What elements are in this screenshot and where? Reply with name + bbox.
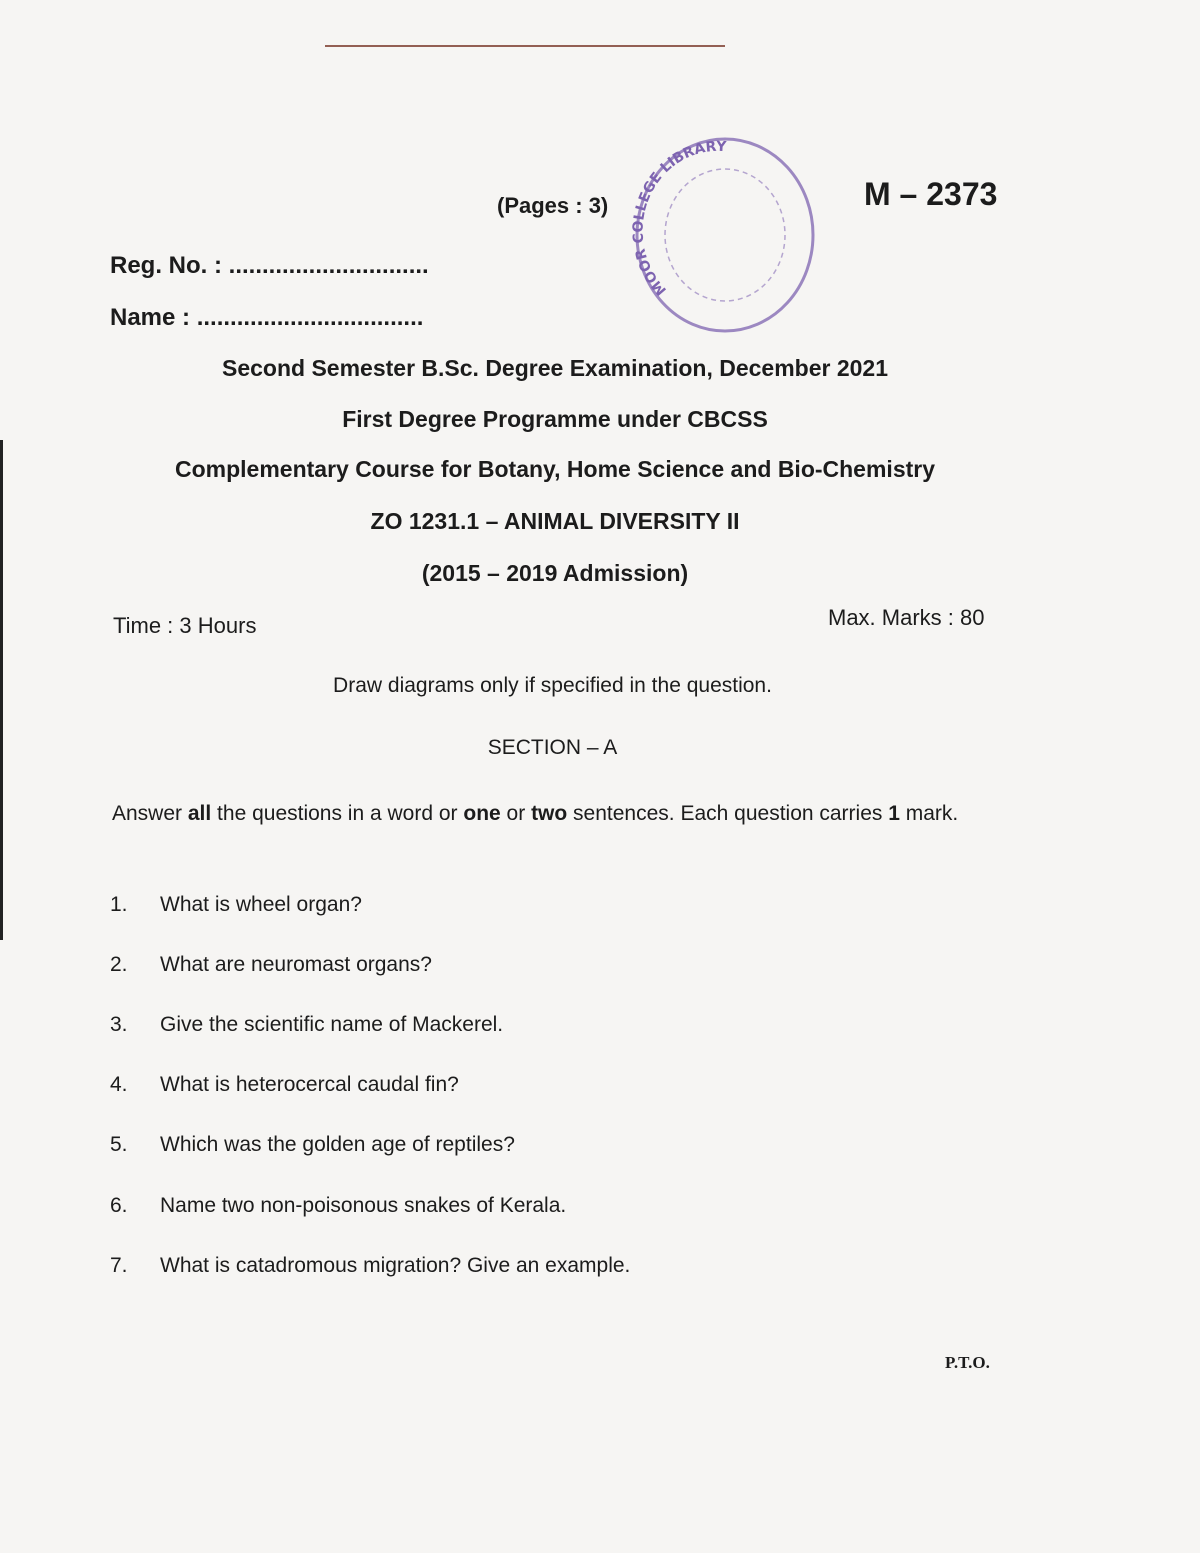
exam-title: Second Semester B.Sc. Degree Examination, December 2021 [221, 355, 889, 381]
question-text: What is wheel organ? [160, 893, 362, 916]
top-rule [325, 45, 725, 47]
question-text: What are neuromast organs? [160, 953, 432, 976]
question-text: Which was the golden age of reptiles? [160, 1133, 515, 1156]
page-count: (Pages : 3) [497, 193, 609, 218]
section-title: SECTION – A [487, 736, 618, 759]
section-directive: Answer all the questions in a word or one or two sentences. Each question carries 1 mark. [112, 802, 959, 825]
question-text: Name two non-poisonous snakes of Kerala. [160, 1194, 567, 1217]
question-item [110, 953, 432, 977]
question-item [110, 1073, 459, 1097]
pto-marker: P.T.O. [945, 1353, 990, 1372]
question-number: 2. [110, 953, 128, 976]
name-field: Name : .................................. [110, 304, 424, 331]
question-number: 7. [110, 1254, 128, 1277]
question-number: 1. [110, 893, 128, 916]
question-number: 6. [110, 1194, 128, 1217]
question-number: 5. [110, 1133, 128, 1156]
time-allowed: Time : 3 Hours [113, 613, 257, 638]
question-item [110, 1254, 630, 1278]
question-item [110, 1133, 515, 1157]
paper-title: ZO 1231.1 – ANIMAL DIVERSITY II [370, 508, 740, 534]
admission-title: (2015 – 2019 Admission) [421, 560, 689, 586]
stamp-text: MOOR COLLEGE LIBRARY [630, 138, 727, 299]
library-stamp [625, 130, 825, 345]
diagram-instruction: Draw diagrams only if specified in the question. [333, 674, 772, 697]
programme-title: First Degree Programme under CBCSS [342, 406, 768, 432]
question-number: 3. [110, 1013, 128, 1036]
question-item [110, 893, 362, 917]
question-text: What is heterocercal caudal fin? [160, 1073, 459, 1096]
course-title: Complementary Course for Botany, Home Science and Bio-Chemistry [174, 456, 936, 482]
paper-code: M – 2373 [864, 176, 998, 212]
max-marks: Max. Marks : 80 [828, 605, 985, 630]
reg-no-field: Reg. No. : .............................. [110, 252, 429, 279]
question-item [110, 1013, 503, 1037]
question-number: 4. [110, 1073, 128, 1096]
question-text: What is catadromous migration? Give an example. [160, 1254, 631, 1277]
question-text: Give the scientific name of Mackerel. [160, 1013, 504, 1036]
question-item [110, 1194, 566, 1218]
